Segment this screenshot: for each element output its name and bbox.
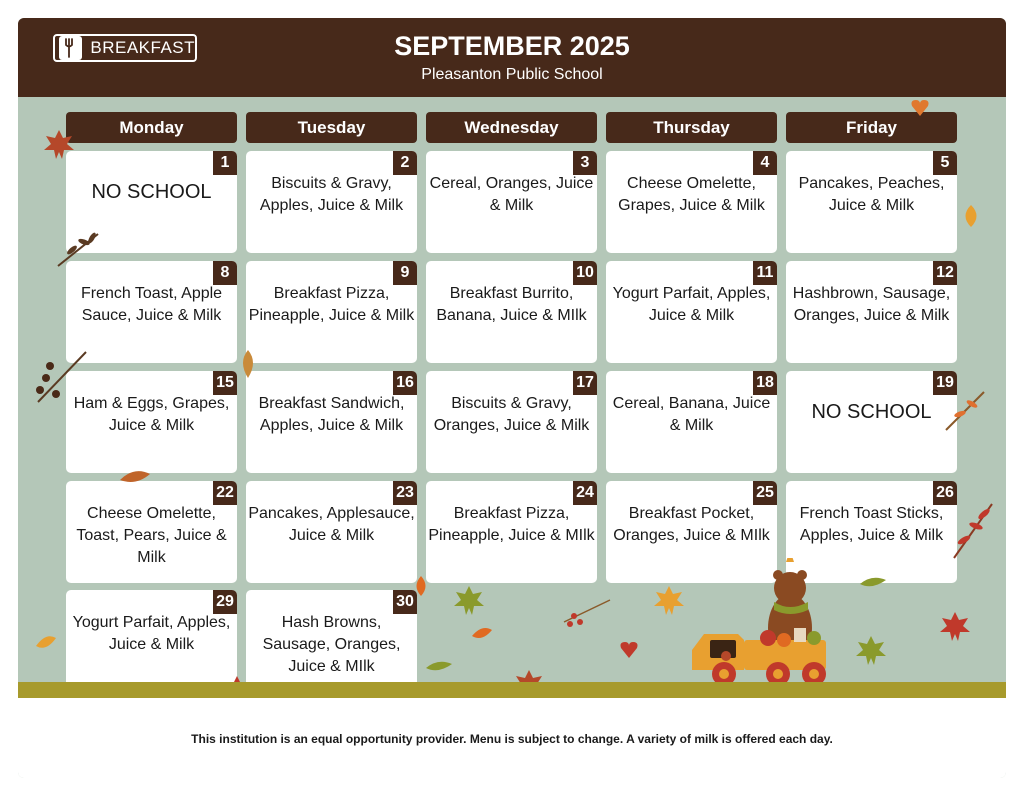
leaf-icon bbox=[470, 624, 494, 642]
page-title: SEPTEMBER 2025 bbox=[394, 31, 630, 61]
day-cell bbox=[426, 151, 597, 253]
day-number: 11 bbox=[753, 261, 777, 285]
day-cell bbox=[246, 481, 417, 583]
day-number: 9 bbox=[393, 261, 417, 285]
menu-text: Biscuits & Gravy, Oranges, Juice & Milk bbox=[433, 395, 590, 434]
day-cell bbox=[66, 481, 237, 583]
menu-text: French Toast Sticks, Apples, Juice & Milk bbox=[799, 505, 944, 544]
footer bbox=[18, 698, 1006, 778]
day-cell bbox=[786, 151, 957, 253]
leaf-icon bbox=[34, 632, 58, 652]
menu-text: Cereal, Banana, Juice & Milk bbox=[612, 395, 771, 434]
menu-text: Breakfast Burrito, Banana, Juice & MIlk bbox=[436, 285, 587, 324]
day-number: 22 bbox=[213, 481, 237, 505]
ground-strip bbox=[18, 682, 1006, 698]
day-number: 5 bbox=[933, 151, 957, 175]
day-header-friday: Friday bbox=[786, 112, 957, 143]
leaf-icon bbox=[118, 466, 152, 486]
menu-text: Breakfast Pizza, Pineapple, Juice & Milk bbox=[248, 285, 415, 324]
day-number: 2 bbox=[393, 151, 417, 175]
day-number: 16 bbox=[393, 371, 417, 395]
day-number: 18 bbox=[753, 371, 777, 395]
menu-text: Breakfast Pocket, Oranges, Juice & MIlk bbox=[613, 505, 770, 544]
menu-text: Pancakes, Peaches, Juice & Milk bbox=[798, 175, 945, 214]
heart-leaf-icon bbox=[910, 96, 930, 118]
day-cell bbox=[66, 261, 237, 363]
day-number: 24 bbox=[573, 481, 597, 505]
day-number: 3 bbox=[573, 151, 597, 175]
leaf-icon bbox=[858, 574, 888, 590]
twig-icon bbox=[942, 388, 988, 434]
day-cell bbox=[246, 151, 417, 253]
berry-branch-icon bbox=[562, 592, 612, 632]
footer-disclaimer: This institution is an equal opportunity provider. Menu is subject to change. A variety of milk is offered each day. bbox=[191, 732, 833, 746]
day-cell bbox=[606, 151, 777, 253]
day-cell bbox=[246, 261, 417, 363]
header-bar bbox=[18, 18, 1006, 97]
menu-text: Hashbrown, Sausage, Oranges, Juice & Milk bbox=[792, 285, 951, 324]
day-cell bbox=[246, 371, 417, 473]
menu-text: Cheese Omelette, Grapes, Juice & Milk bbox=[618, 175, 765, 214]
heart-leaf-icon bbox=[618, 638, 640, 660]
day-number: 25 bbox=[753, 481, 777, 505]
menu-text: Breakfast Pizza, Pineapple, Juice & MIlk bbox=[428, 505, 595, 544]
leaf-icon bbox=[958, 203, 984, 229]
day-number: 17 bbox=[573, 371, 597, 395]
badge-label: BREAKFAST bbox=[90, 38, 195, 57]
maple-leaf-icon bbox=[42, 128, 76, 162]
twig-icon bbox=[54, 228, 104, 268]
menu-text: Yogurt Parfait, Apples, Juice & Milk bbox=[612, 285, 771, 324]
maple-leaf-icon bbox=[854, 634, 888, 668]
day-number: 1 bbox=[213, 151, 237, 175]
menu-text: French Toast, Apple Sauce, Juice & Milk bbox=[80, 285, 223, 324]
day-number: 4 bbox=[753, 151, 777, 175]
red-twig-icon bbox=[948, 500, 998, 560]
menu-text: Ham & Eggs, Grapes, Juice & Milk bbox=[73, 395, 230, 434]
calendar-sheet bbox=[18, 18, 1006, 778]
menu-text: Yogurt Parfait, Apples, Juice & Milk bbox=[72, 614, 231, 653]
day-number: 23 bbox=[393, 481, 417, 505]
day-header-thursday: Thursday bbox=[606, 112, 777, 143]
day-header-wednesday: Wednesday bbox=[426, 112, 597, 143]
leaf-icon bbox=[236, 348, 260, 380]
menu-text: Cereal, Oranges, Juice & Milk bbox=[429, 175, 594, 214]
menu-text: Pancakes, Applesauce, Juice & Milk bbox=[248, 505, 415, 544]
day-header-tuesday: Tuesday bbox=[246, 112, 417, 143]
day-number: 10 bbox=[573, 261, 597, 285]
menu-text: NO SCHOOL bbox=[811, 401, 932, 423]
day-number: 29 bbox=[213, 590, 237, 614]
day-cell bbox=[426, 371, 597, 473]
maple-leaf-icon bbox=[938, 610, 972, 644]
day-cell bbox=[426, 261, 597, 363]
day-cell bbox=[786, 371, 957, 473]
day-number: 8 bbox=[213, 261, 237, 285]
day-cell bbox=[606, 371, 777, 473]
school-name: Pleasanton Public School bbox=[421, 66, 603, 83]
day-header-monday: Monday bbox=[66, 112, 237, 143]
berry-branch-icon bbox=[30, 348, 90, 408]
day-number: 12 bbox=[933, 261, 957, 285]
day-cell bbox=[246, 590, 417, 692]
day-cell bbox=[426, 481, 597, 583]
leaf-icon bbox=[424, 658, 454, 674]
leaf-icon bbox=[410, 574, 432, 598]
day-cell bbox=[606, 261, 777, 363]
day-number: 15 bbox=[213, 371, 237, 395]
menu-text: Breakfast Sandwich, Apples, Juice & Milk bbox=[258, 395, 405, 434]
day-cell bbox=[786, 261, 957, 363]
day-number: 19 bbox=[933, 371, 957, 395]
maple-leaf-icon bbox=[452, 584, 486, 618]
menu-text: Cheese Omelette, Toast, Pears, Juice & Milk bbox=[76, 505, 227, 566]
day-cell bbox=[66, 371, 237, 473]
day-number: 26 bbox=[933, 481, 957, 505]
menu-text: NO SCHOOL bbox=[91, 181, 212, 203]
day-cell bbox=[66, 590, 237, 692]
day-number: 30 bbox=[393, 590, 417, 614]
bear-truck-illustration bbox=[668, 558, 838, 688]
menu-text: Biscuits & Gravy, Apples, Juice & Milk bbox=[259, 175, 404, 214]
menu-text: Hash Browns, Sausage, Oranges, Juice & MIlk bbox=[262, 614, 401, 675]
